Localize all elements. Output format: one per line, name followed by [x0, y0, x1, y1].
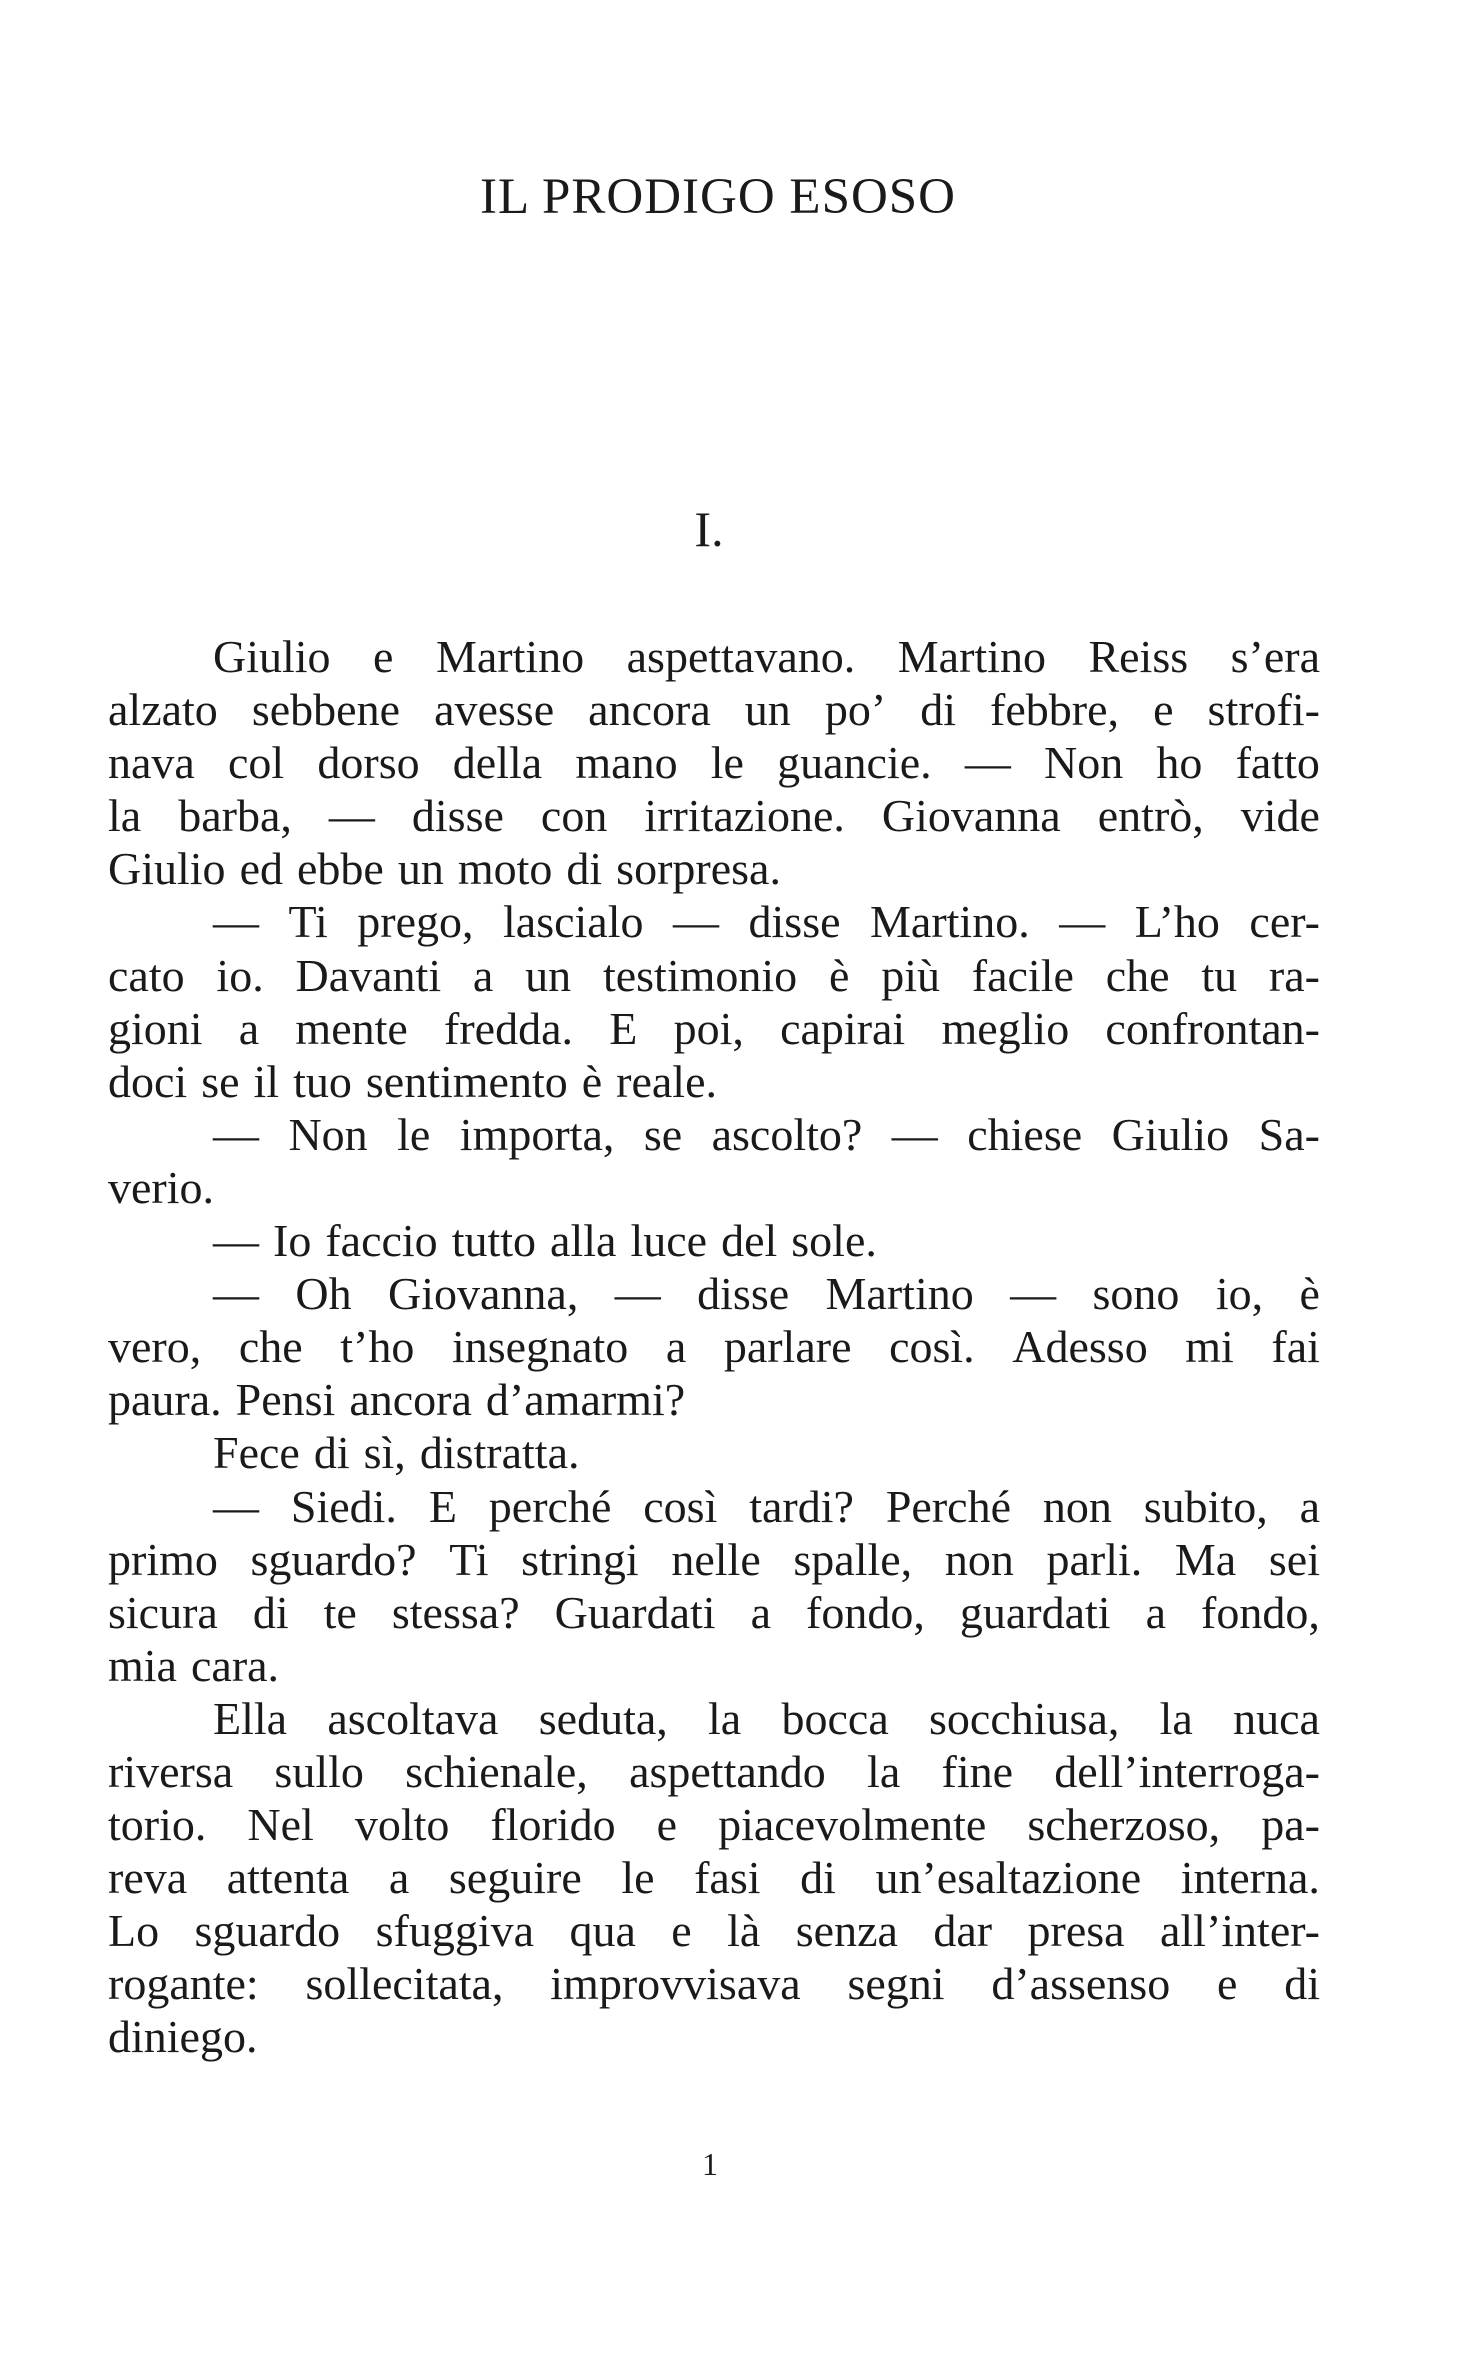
text-line: primo sguardo? Ti stringi nelle spalle, non parli. Ma sei: [108, 1533, 1320, 1585]
text-line: riversa sullo schienale, aspettando la fine dell’interroga-: [108, 1745, 1320, 1797]
text-line: alzato sebbene avesse ancora un po’ di febbre, e strofi-: [108, 684, 1320, 736]
text-line: reva attenta a seguire le fasi di un’esaltazione interna.: [108, 1852, 1320, 1904]
text-line: cato io. Davanti a un testimonio è più facile che tu ra-: [108, 949, 1320, 1001]
text-line: doci se il tuo sentimento è reale.: [108, 1055, 718, 1107]
text-line: Ella ascoltava seduta, la bocca socchiusa, la nuca: [213, 1692, 1320, 1744]
page-number: 1: [702, 2146, 718, 2182]
text-line: verio.: [108, 1161, 215, 1213]
text-line: sicura di te stessa? Guardati a fondo, guardati a fondo,: [108, 1586, 1320, 1638]
text-line: diniego.: [108, 2011, 258, 2063]
text-line: — Ti prego, lascialo — disse Martino. — L’ho cer-: [213, 896, 1320, 948]
chapter-number: I.: [694, 501, 724, 557]
text-line: rogante: sollecitata, improvvisava segni d’assenso e di: [108, 1958, 1320, 2010]
text-line: Giulio ed ebbe un moto di sorpresa.: [108, 843, 781, 895]
text-line: paura. Pensi ancora d’amarmi?: [108, 1374, 686, 1426]
text-line: nava col dorso della mano le guancie. — Non ho fatto: [108, 737, 1320, 789]
text-line: gioni a mente fredda. E poi, capirai meglio confrontan-: [108, 1002, 1320, 1054]
text-line: Lo sguardo sfuggiva qua e là senza dar presa all’inter-: [108, 1905, 1320, 1957]
text-line: — Io faccio tutto alla luce del sole.: [213, 1215, 877, 1267]
text-line: Giulio e Martino aspettavano. Martino Reiss s’era: [213, 631, 1320, 682]
text-line: — Oh Giovanna, — disse Martino — sono io, è: [213, 1268, 1320, 1320]
text-line: Fece di sì, distratta.: [213, 1427, 580, 1479]
text-line: — Siedi. E perché così tardi? Perché non subito, a: [213, 1480, 1320, 1532]
text-line: — Non le importa, se ascolto? — chiese Giulio Sa-: [213, 1108, 1320, 1160]
body-text: [108, 630, 1320, 2064]
text-line: mia cara.: [108, 1639, 280, 1691]
page-title: IL PRODIGO ESOSO: [480, 169, 956, 225]
text-line: torio. Nel volto florido e piacevolmente scherzoso, pa-: [108, 1799, 1320, 1851]
text-line: la barba, — disse con irritazione. Giovanna entrò, vide: [108, 790, 1320, 842]
text-line: vero, che t’ho insegnato a parlare così. Adesso mi fai: [108, 1321, 1320, 1373]
